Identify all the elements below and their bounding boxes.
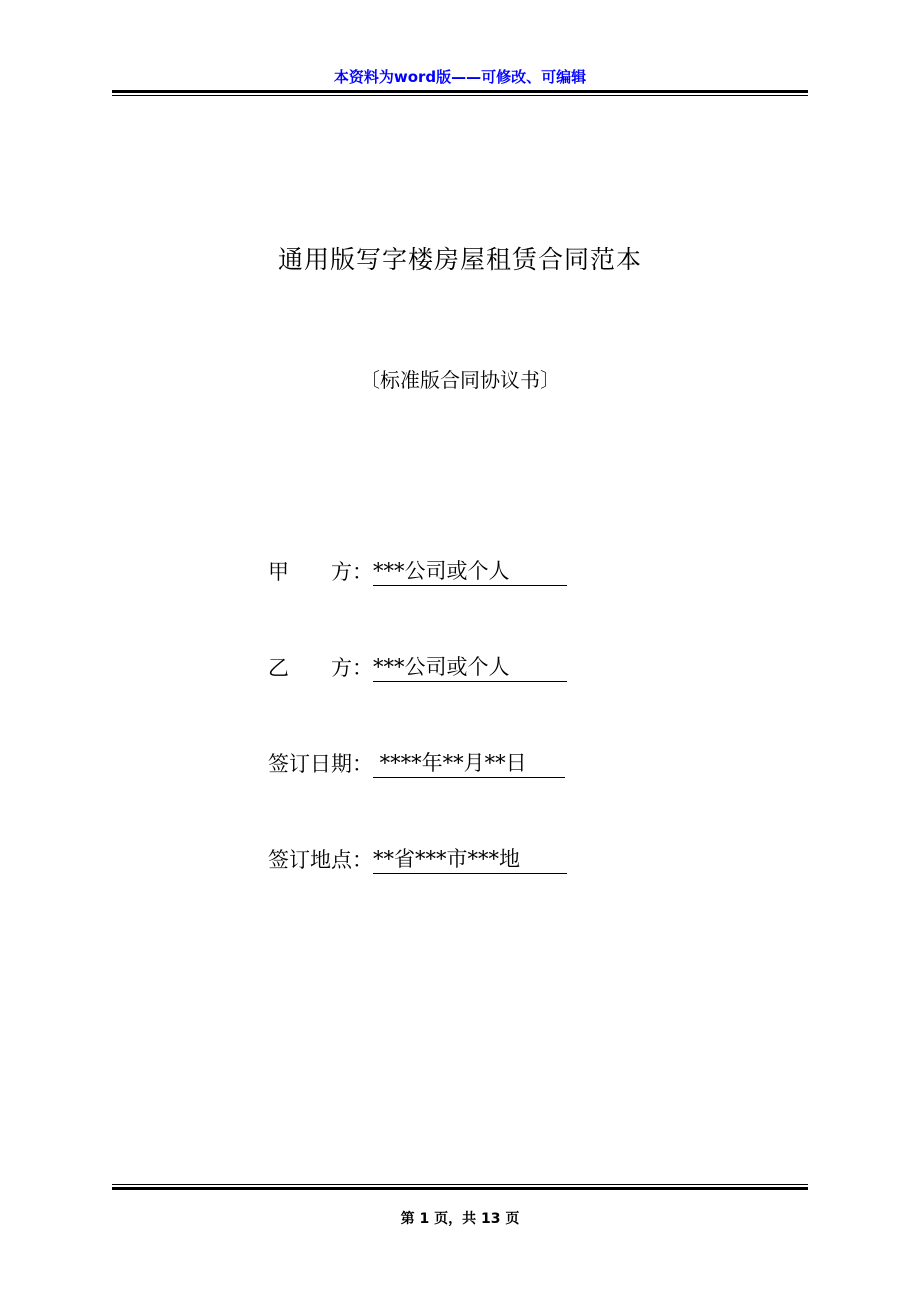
signing-date-value: ****年**月**日 [373,750,565,778]
party-b-field [268,652,567,682]
party-b-value: ***公司或个人 [373,654,567,682]
header-rule-thin [112,95,808,96]
page-number: 第 1 页，共 13 页 [400,1211,520,1227]
footer-rule-thin [112,1184,808,1185]
party-a-label: 甲 方： [268,560,373,584]
party-a-field [268,556,567,586]
party-a-value: ***公司或个人 [373,558,567,586]
document-title: 通用版写字楼房屋租赁合同范本 [277,245,642,274]
footer-rule-thick [112,1187,808,1190]
signing-date-label: 签订日期： [268,752,373,776]
signing-date-field [268,748,565,778]
page-header-note: 本资料为word版——可修改、可编辑 [333,68,587,86]
signing-place-label: 签订地点： [268,848,373,872]
document-subtitle: 〔标准版合同协议书〕 [360,368,560,392]
signing-place-value: **省***市***地 [373,846,567,874]
signing-place-field [268,844,567,874]
party-b-label: 乙 方： [268,656,373,680]
header-rule-thick [112,90,808,93]
